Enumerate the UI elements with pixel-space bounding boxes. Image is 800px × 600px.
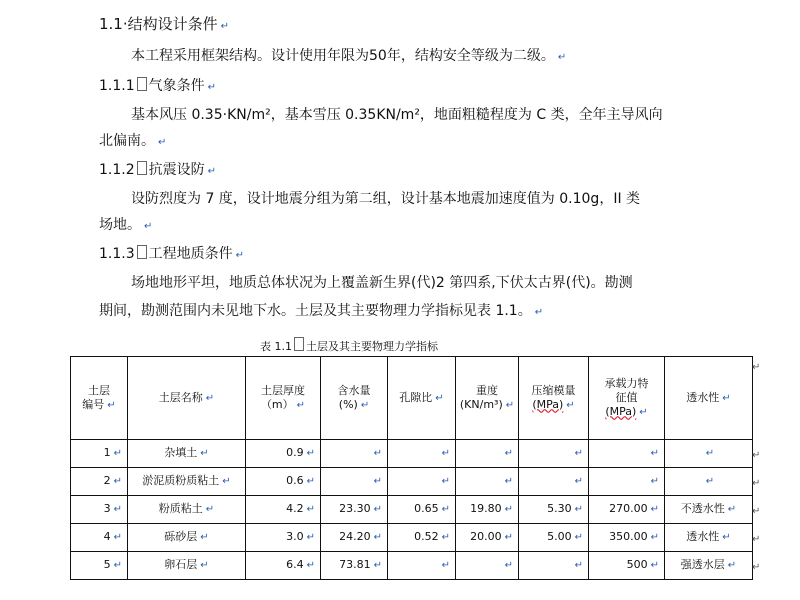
paragraph-mark-icon: ↵ <box>534 307 544 318</box>
table-cell <box>456 440 519 468</box>
table-cell: 5 ↵ <box>71 552 128 580</box>
section-heading: 1.1·结构设计条件 ↵ <box>99 15 230 33</box>
paragraph-mark-icon: ↵ <box>650 560 659 571</box>
table-cell: 粉质粘土 ↵ <box>128 496 246 524</box>
paragraph-mark-icon: ↵ <box>306 476 315 487</box>
row-end-mark-icon: ↵ <box>752 534 761 545</box>
column-header: 土层厚度 （m） ↵ <box>246 357 321 440</box>
paragraph-mark-icon: ↵ <box>722 392 731 404</box>
column-header: 土层名称 ↵ <box>128 357 246 440</box>
paragraph-mark-icon: ↵ <box>113 560 122 571</box>
weather-text-line-1: 基本风压 0.35·KN/m²，基本雪压 0.35KN/m²，地面粗糙程度为 C 类，全年主导风向 <box>131 107 663 123</box>
paragraph-mark-icon: ↵ <box>435 392 444 404</box>
table-row <box>71 440 753 468</box>
row-end-mark-icon: ↵ <box>752 450 761 461</box>
paragraph-mark-icon: ↵ <box>205 392 215 404</box>
table-cell <box>589 468 665 496</box>
weather-text-line-2: 北偏南。 ↵ <box>99 133 167 149</box>
paragraph-mark-icon: ↵ <box>373 560 382 571</box>
paragraph-mark-icon: ↵ <box>639 406 648 418</box>
paragraph-mark-icon: ↵ <box>207 82 217 93</box>
paragraph-mark-icon: ↵ <box>441 532 450 543</box>
row-end-mark-icon: ↵ <box>752 506 761 517</box>
paragraph-mark-icon: ↵ <box>574 448 583 459</box>
paragraph-mark-icon: ↵ <box>113 504 122 515</box>
table-cell: 73.81 ↵ <box>321 552 388 580</box>
table-cell: 卵石层 ↵ <box>128 552 246 580</box>
table-row <box>71 468 753 496</box>
table-cell <box>456 468 519 496</box>
geology-text-line-1: 场地地形平坦，地质总体状况为上覆盖新生界(代)2 第四系,下伏太古界(代)。勘测 <box>131 275 633 291</box>
paragraph-mark-icon: ↵ <box>504 560 513 571</box>
table-row <box>71 552 753 580</box>
paragraph-mark-icon: ↵ <box>373 476 382 487</box>
paragraph-mark-icon: ↵ <box>441 476 450 487</box>
paragraph-mark-icon: ↵ <box>113 448 122 459</box>
paragraph-mark-icon: ↵ <box>504 448 513 459</box>
paragraph-mark-icon: ↵ <box>306 504 315 515</box>
table-cell <box>519 440 589 468</box>
table-cell: 淤泥质粉质粘土 ↵ <box>128 468 246 496</box>
format-box-icon <box>137 77 147 91</box>
table-cell: 270.00 ↵ <box>589 496 665 524</box>
paragraph-mark-icon: ↵ <box>722 532 731 543</box>
paragraph-mark-icon: ↵ <box>574 560 583 571</box>
table-cell: 杂填土 ↵ <box>128 440 246 468</box>
table-cell: 500 ↵ <box>589 552 665 580</box>
paragraph-mark-icon: ↵ <box>650 504 659 515</box>
paragraph-mark-icon: ↵ <box>441 560 450 571</box>
table-cell: 350.00 ↵ <box>589 524 665 552</box>
table-cell: 19.80 ↵ <box>456 496 519 524</box>
subsection-heading-weather: 1.1.1 气象条件 ↵ <box>99 78 217 94</box>
table-cell <box>519 468 589 496</box>
table-caption: 表 1.1 土层及其主要物理力学指标 <box>260 337 438 354</box>
paragraph-mark-icon: ↵ <box>306 448 315 459</box>
paragraph-mark-icon: ↵ <box>296 399 306 411</box>
paragraph-mark-icon: ↵ <box>220 21 230 32</box>
table-cell <box>388 552 456 580</box>
table-cell: 不透水性 ↵ <box>665 496 753 524</box>
paragraph-mark-icon: ↵ <box>705 476 715 487</box>
table-cell <box>388 440 456 468</box>
geology-text-line-2: 期间，勘测范围内未见地下水。土层及其主要物理力学指标见表 1.1。 ↵ <box>99 303 544 319</box>
column-header: 重度 (KN/m³) ↵ <box>456 357 519 440</box>
column-header: 承载力特 征值 (MPa) ↵ <box>589 357 665 440</box>
format-box-icon <box>137 245 147 259</box>
paragraph-mark-icon: ↵ <box>373 504 382 515</box>
paragraph-mark-icon: ↵ <box>727 560 737 571</box>
row-end-mark-icon: ↵ <box>752 362 761 373</box>
soil-properties-table <box>70 356 753 580</box>
paragraph-mark-icon: ↵ <box>373 532 382 543</box>
paragraph-mark-icon: ↵ <box>705 448 715 459</box>
paragraph-mark-icon: ↵ <box>441 448 450 459</box>
paragraph-mark-icon: ↵ <box>107 399 116 411</box>
format-box-icon <box>294 337 304 351</box>
table-cell <box>589 440 665 468</box>
subsection-heading-seismic: 1.1.2 抗震设防 ↵ <box>99 162 217 178</box>
seismic-text-line-1: 设防烈度为 7 度，设计地震分组为第二组，设计基本地震加速度值为 0.10g，II 类 <box>131 191 641 207</box>
table-cell <box>456 552 519 580</box>
table-cell <box>665 440 753 468</box>
paragraph-mark-icon: ↵ <box>650 532 659 543</box>
paragraph-mark-icon: ↵ <box>650 476 659 487</box>
column-header: 压缩模量 (MPa) ↵ <box>519 357 589 440</box>
column-header: 土层 编号 ↵ <box>71 357 128 440</box>
paragraph-mark-icon: ↵ <box>360 399 370 411</box>
format-box-icon <box>137 161 147 175</box>
table-cell <box>321 468 388 496</box>
section-intro: 本工程采用框架结构。设计使用年限为50年，结构安全等级为二级。 ↵ <box>131 48 567 64</box>
paragraph-mark-icon: ↵ <box>441 504 450 515</box>
paragraph-mark-icon: ↵ <box>113 532 122 543</box>
table-cell <box>388 468 456 496</box>
table-cell: 4.2 ↵ <box>246 496 321 524</box>
paragraph-mark-icon: ↵ <box>205 504 215 515</box>
table-cell: 0.9 ↵ <box>246 440 321 468</box>
paragraph-mark-icon: ↵ <box>504 476 513 487</box>
paragraph-mark-icon: ↵ <box>557 52 567 63</box>
paragraph-mark-icon: ↵ <box>566 399 575 411</box>
table-cell: 砾砂层 ↵ <box>128 524 246 552</box>
row-end-mark-icon: ↵ <box>752 562 761 573</box>
paragraph-mark-icon: ↵ <box>222 476 231 487</box>
table-row <box>71 496 753 524</box>
paragraph-mark-icon: ↵ <box>505 399 515 411</box>
paragraph-mark-icon: ↵ <box>158 137 167 148</box>
paragraph-mark-icon: ↵ <box>504 504 513 515</box>
column-header: 透水性 ↵ <box>665 357 753 440</box>
paragraph-mark-icon: ↵ <box>144 221 153 232</box>
column-header: 孔隙比 ↵ <box>388 357 456 440</box>
table-cell <box>665 468 753 496</box>
table-cell: 3.0 ↵ <box>246 524 321 552</box>
table-cell: 4 ↵ <box>71 524 128 552</box>
table-cell: 6.4 ↵ <box>246 552 321 580</box>
table-cell: 0.52 ↵ <box>388 524 456 552</box>
table-cell: 1 ↵ <box>71 440 128 468</box>
paragraph-mark-icon: ↵ <box>200 532 209 543</box>
table-row <box>71 524 753 552</box>
table-cell: 5.00 ↵ <box>519 524 589 552</box>
table-cell: 5.30 ↵ <box>519 496 589 524</box>
table-cell: 24.20 ↵ <box>321 524 388 552</box>
paragraph-mark-icon: ↵ <box>207 166 217 177</box>
paragraph-mark-icon: ↵ <box>306 532 315 543</box>
table-cell: 0.6 ↵ <box>246 468 321 496</box>
table-cell: 强透水层 ↵ <box>665 552 753 580</box>
paragraph-mark-icon: ↵ <box>113 476 122 487</box>
table-body <box>71 440 753 580</box>
table-cell <box>519 552 589 580</box>
table-cell: 23.30 ↵ <box>321 496 388 524</box>
paragraph-mark-icon: ↵ <box>235 250 245 261</box>
paragraph-mark-icon: ↵ <box>574 504 583 515</box>
paragraph-mark-icon: ↵ <box>200 560 209 571</box>
paragraph-mark-icon: ↵ <box>306 560 315 571</box>
paragraph-mark-icon: ↵ <box>373 448 382 459</box>
table-cell: 3 ↵ <box>71 496 128 524</box>
table-cell: 20.00 ↵ <box>456 524 519 552</box>
table-header-row <box>71 357 753 440</box>
paragraph-mark-icon: ↵ <box>200 448 209 459</box>
row-end-mark-icon: ↵ <box>752 478 761 489</box>
paragraph-mark-icon: ↵ <box>650 448 659 459</box>
table-cell <box>321 440 388 468</box>
table-cell: 2 ↵ <box>71 468 128 496</box>
subsection-heading-geology: 1.1.3 工程地质条件 ↵ <box>99 246 245 262</box>
paragraph-mark-icon: ↵ <box>574 532 583 543</box>
column-header: 含水量 (%) ↵ <box>321 357 388 440</box>
table-cell: 透水性 ↵ <box>665 524 753 552</box>
seismic-text-line-2: 场地。 ↵ <box>99 217 153 233</box>
paragraph-mark-icon: ↵ <box>504 532 513 543</box>
paragraph-mark-icon: ↵ <box>727 504 737 515</box>
paragraph-mark-icon: ↵ <box>574 476 583 487</box>
table-cell: 0.65 ↵ <box>388 496 456 524</box>
